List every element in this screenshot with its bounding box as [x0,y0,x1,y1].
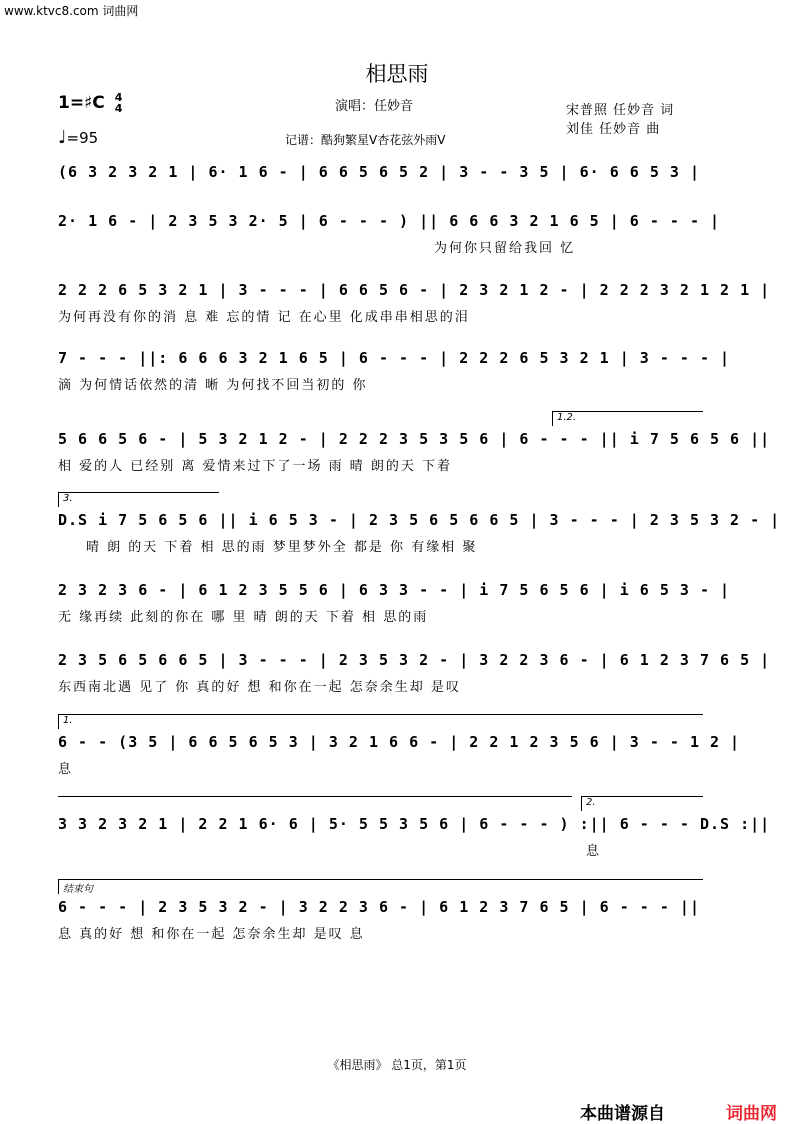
lyric-line: 为何你只留给我回 忆 [434,241,576,256]
volta-label: 1. [63,715,73,726]
quarter-note-icon: ♩ [58,127,67,148]
lyric-line: 为何再没有你的消 息 难 忘的情 记 在心里 化成串串相思的泪 [58,310,470,325]
volta-bracket [58,492,219,507]
time-bottom: 4 [114,102,123,115]
recorder-credit: 记谱：酷狗繁星V杏花弦外雨V [285,133,446,147]
volta-continuation [58,796,572,797]
lyric-line: 息 [586,844,602,859]
staff-line: 2· 1 6 - | 2 3 5 3 2· 5 | 6 - - - ) || 6 6 6 3 2 1 6 5 | 6 - - - | [58,212,721,230]
lyric-line: 息 真的好 想 和你在一起 怎奈余生却 是叹 息 [58,927,365,942]
lyric-line: 东西南北遇 见了 你 真的好 想 和你在一起 怎奈余生却 是叹 [58,680,461,695]
brand-link[interactable]: 词曲网 [726,1104,777,1124]
staff-line: 2 3 2 3 6 - | 6 1 2 3 5 5 6 | 6 3 3 - - | i 7 5 6 5 6 | i 6 5 3 - | [58,581,731,599]
volta-bracket [58,714,703,729]
lyricist-credit: 宋普照 任妙音 词 [566,103,675,118]
time-signature [115,92,123,114]
staff-line: 2 3 5 6 5 6 6 5 | 3 - - - | 2 3 5 3 2 - | 3 2 2 3 6 - | 6 1 2 3 7 6 5 | [58,651,771,669]
volta-bracket [581,796,703,811]
staff-line: 7 - - - ||: 6 6 6 3 2 1 6 5 | 6 - - - | 2 2 2 6 5 3 2 1 | 3 - - - | [58,349,731,367]
time-top: 4 [114,91,123,104]
lyric-line: 晴 朗 的天 下着 相 思的雨 梦里梦外全 都是 你 有缘相 聚 [86,540,478,555]
lyric-line: 相 爱的人 已经别 离 爱情来过下了一场 雨 晴 朗的天 下着 [58,459,453,474]
volta-label: 3. [63,493,73,504]
staff-line: (6 3 2 3 2 1 | 6· 1 6 - | 6 6 5 6 5 2 | 3 - - 3 5 | 6· 6 6 5 3 | [58,163,700,181]
key-label: 1=♯C [58,93,105,113]
staff-line: 2 2 2 6 5 3 2 1 | 3 - - - | 6 6 5 6 - | 2 3 2 1 2 - | 2 2 2 3 2 1 2 1 | [58,281,771,299]
volta-label: 2. [586,797,596,808]
volta-label: 结束句 [63,884,93,895]
lyric-line: 息 [58,762,74,777]
staff-line: 6 - - - | 2 3 5 3 2 - | 3 2 2 3 6 - | 6 1 2 3 7 6 5 | 6 - - - || [58,898,700,916]
volta-bracket [58,879,703,894]
volta-bracket [552,411,703,426]
staff-line: 3 3 2 3 2 1 | 2 2 1 6· 6 | 5· 5 5 3 5 6 | 6 - - - ) :|| 6 - - - D.S :|| [58,815,771,833]
staff-line: 5 6 6 5 6 - | 5 3 2 1 2 - | 2 2 2 3 5 3 5 6 | 6 - - - || i 7 5 6 5 6 || [58,430,771,448]
site-header[interactable]: www.ktvc8.com 词曲网 [4,4,139,18]
singer-credit: 演唱：任妙音 [335,99,414,114]
lyric-line: 滴 为何情话依然的清 晰 为何找不回当初的 你 [58,378,368,393]
lyric-line: 无 缘再续 此刻的你在 哪 里 晴 朗的天 下着 相 思的雨 [58,610,429,625]
key-signature [58,92,122,114]
tempo-value: =95 [66,129,99,147]
tempo-marking [58,127,98,148]
source-label: 本曲谱源自 [580,1104,665,1124]
staff-line: D.S i 7 5 6 5 6 || i 6 5 3 - | 2 3 5 6 5 6 6 5 | 3 - - - | 2 3 5 3 2 - | [58,511,781,529]
volta-label: 1.2. [557,412,577,423]
composer-credit: 刘佳 任妙音 曲 [566,122,661,137]
staff-line: 6 - - (3 5 | 6 6 5 6 5 3 | 3 2 1 6 6 - | 2 2 1 2 3 5 6 | 3 - - 1 2 | [58,733,741,751]
page-footer: 《相思雨》 总1页，第1页 [327,1058,467,1072]
song-title: 相思雨 [365,62,429,86]
